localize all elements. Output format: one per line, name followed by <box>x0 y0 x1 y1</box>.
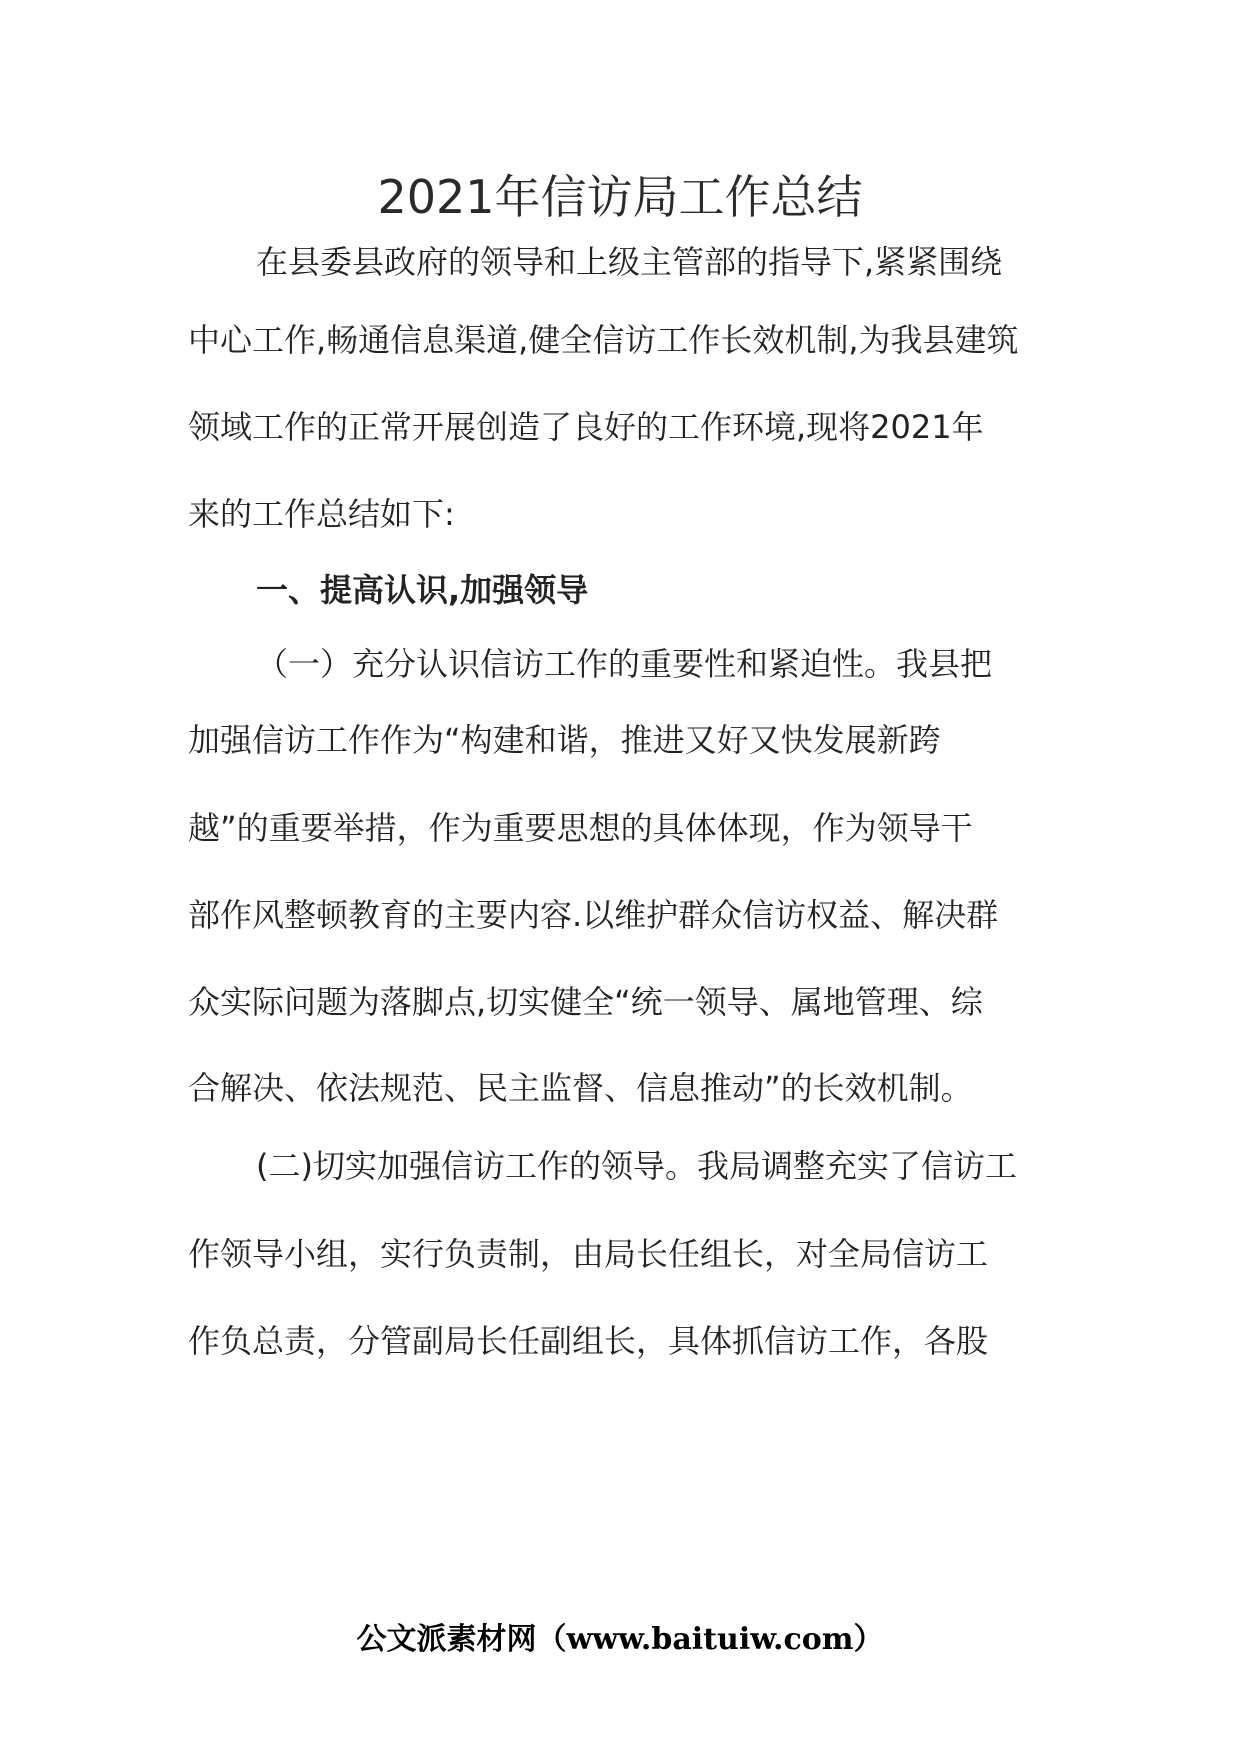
paragraph-line: (二)切实加强信访工作的领导。我局调整充实了信访工 <box>256 1147 1017 1185</box>
paragraph-line: 越”的重要举措，作为重要思想的具体体现，作为领导干 <box>188 809 973 847</box>
paragraph-line: 合解决、依法规范、民主监督、信息推动”的长效机制。 <box>188 1069 973 1107</box>
paragraph-line: 众实际问题为落脚点,切实健全“统一领导、属地管理、综 <box>188 983 983 1021</box>
paragraph-line: 领域工作的正常开展创造了良好的工作环境,现将2021年 <box>188 408 984 446</box>
paragraph-line: （一）充分认识信访工作的重要性和紧迫性。我县把 <box>256 645 993 683</box>
paragraph-line: 部作风整顿教育的主要内容.以维护群众信访权益、解决群 <box>188 896 999 934</box>
section-heading: 一、提高认识,加强领导 <box>256 571 589 609</box>
paragraph-line: 作领导小组，实行负责制，由局长任组长，对全局信访工 <box>188 1235 989 1273</box>
paragraph-line: 来的工作总结如下: <box>188 495 455 533</box>
page-footer: 公文派素材网（www.baituiw.com） <box>356 1622 884 1657</box>
paragraph-line: 加强信访工作作为“构建和谐，推进又好又快发展新跨 <box>188 721 941 759</box>
paragraph-line: 作负总责，分管副局长任副组长，具体抓信访工作，各股 <box>188 1322 989 1360</box>
paragraph-line: 在县委县政府的领导和上级主管部的指导下,紧紧围绕 <box>256 243 1003 281</box>
paragraph-line: 中心工作,畅通信息渠道,健全信访工作长效机制,为我县建筑 <box>188 321 1019 359</box>
document-title: 2021年信访局工作总结 <box>377 170 863 224</box>
